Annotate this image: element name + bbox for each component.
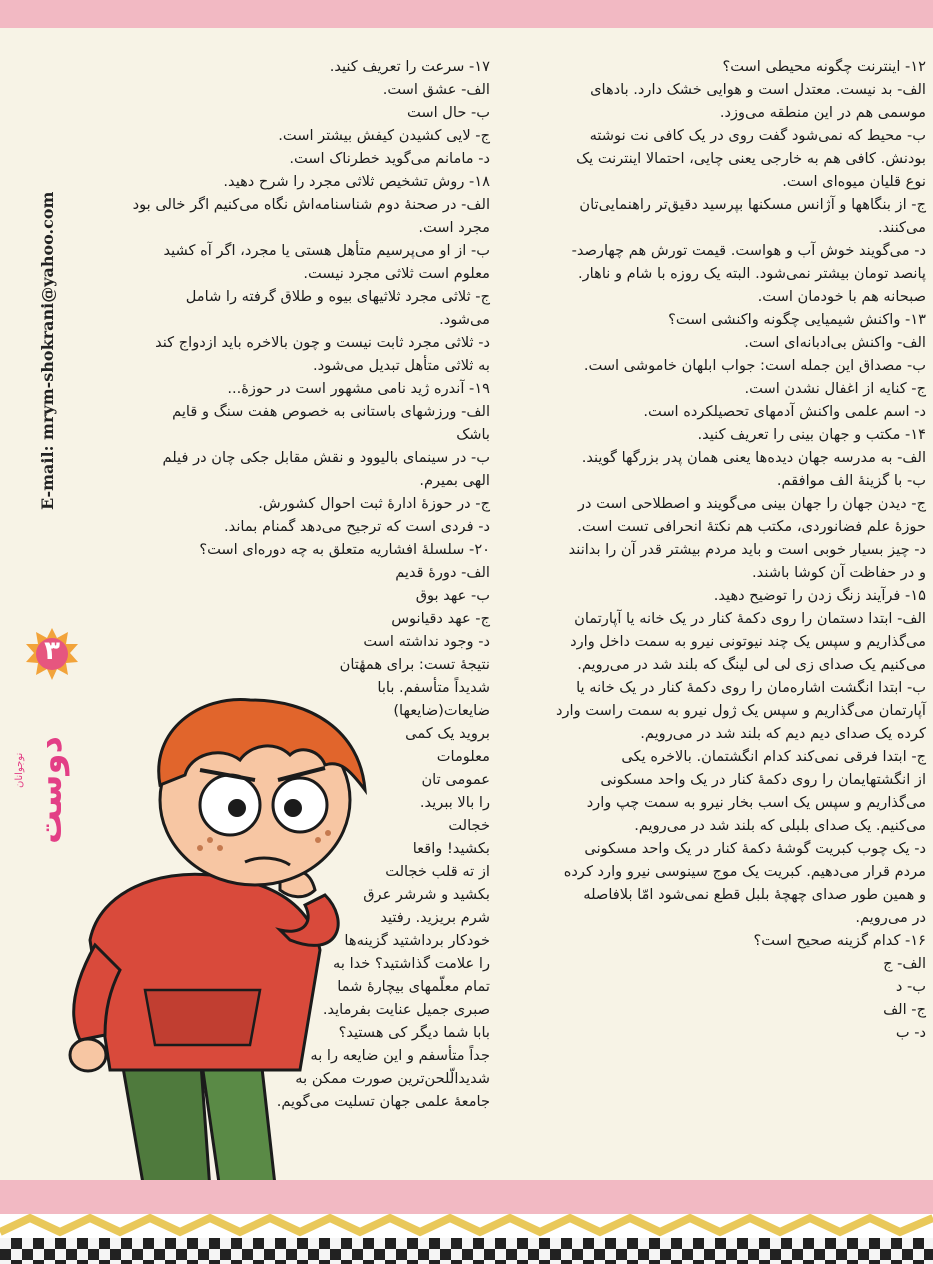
left-column-line: ۲۰- سلسلهٔ افشاریه متعلق به چه دوره‌ای است؟ [199, 541, 490, 558]
left-column-line: ب- عهد بوق [415, 587, 490, 604]
right-column-line: بودنش. کافی هم به خارجی یعنی چایی، احتمالا اینترنت یک [576, 150, 926, 167]
right-column-line: الف- ابتدا دستمان را روی دکمهٔ کنار در یک خانه یا آپارتمان [574, 610, 926, 627]
bottom-pink-band [0, 1180, 933, 1214]
left-column-line: د- ثلاثی مجرد ثابت نیست و چون بالاخره باید ازدواج کند [155, 334, 490, 351]
right-column-line: مردم قرار می‌دهیم. کبریت یک موج سینوسی نیرو وارد کرده [563, 863, 926, 880]
right-column-line: نوع قلیان میوه‌ای است. [782, 173, 926, 190]
left-column-line: بکشید و شرشر عرق [363, 886, 490, 903]
left-column-line: د- مامانم می‌گوید خطرناک است. [289, 150, 490, 167]
right-column-line: ج- از بنگاهها و آژانس مسکنها بپرسید دقیق‌تر راهنمایی‌تان [579, 196, 926, 213]
right-column-line: ۱۵- فرآیند زنگ زدن را توضیح دهید. [713, 587, 926, 604]
left-column-line: به ثلاثی متأهل تبدیل می‌شود. [313, 357, 490, 374]
right-column-line: ج- کنایه از اغفال نشدن است. [744, 380, 926, 397]
right-column-line: د- می‌گویند خوش آب و هواست. قیمت تورش هم چهارصد- [571, 242, 926, 259]
left-column-line: تمام معلّمهای بیچارهٔ شما [337, 978, 490, 995]
page-number: ۳ [44, 636, 60, 666]
left-column-line: ۱۹- آندره ژید نامی مشهور است در حوزهٔ... [227, 380, 490, 397]
left-column-line: ب- از او می‌پرسیم متأهل هستی یا مجرد، اگر آه کشید [163, 242, 490, 259]
left-column-line: شرم بریزید. رفتید [380, 909, 490, 926]
right-column-line: ۱۶- کدام گزینه صحیح است؟ [753, 932, 926, 949]
right-column-line: می‌کنیم یک صدای زی لی لی لینگ که بلند شد در می‌رویم. [577, 656, 926, 673]
left-column-line: ب- حال است [407, 104, 490, 121]
left-column-line: ج- عهد دقیانوس [391, 610, 490, 627]
left-column-line: معلومات [436, 748, 490, 765]
right-column-line: الف- به مدرسه جهان دیده‌ها یعنی همان پدر بزرگها گویند. [581, 449, 926, 466]
right-column-line: د- یک چوب کبریت گوشهٔ دکمهٔ کنار در یک واحد مسکونی [584, 840, 926, 857]
left-column-line: مجرد است. [418, 219, 490, 236]
right-column-line: ب- محیط که نمی‌شود گفت روی در یک کافی نت نوشته [589, 127, 926, 144]
right-column-line: و همین طور صدای چهچهٔ بلبل قطع نمی‌شود امّا بلافاصله [583, 886, 926, 903]
right-column-line: در می‌رویم. [855, 909, 926, 926]
right-column-line: د- چیز بسیار خوبی است و باید مردم بیشتر قدر آن را بدانند [568, 541, 926, 558]
left-column-line: جامعهٔ علمی جهان تسلیت می‌گویم. [276, 1093, 490, 1110]
left-column-line: بابا شما دیگر کی هستید؟ [338, 1024, 490, 1041]
right-column-line: کرده یک صدای دیم دیم که بلند شد در می‌رویم. [640, 725, 926, 742]
left-column-line: ضایعات(ضایعها) [393, 702, 490, 719]
left-column-line: شدیداً متأسفم. بابا [377, 679, 490, 696]
left-column-line: خودکار برداشتید گزینه‌ها [344, 932, 490, 949]
left-column-line: خجالت [448, 817, 490, 834]
right-column-line: ج- ابتدا فرقی نمی‌کند کدام انگشتمان. بالاخره یکی [621, 748, 926, 765]
left-column-line: می‌شود. [439, 311, 490, 328]
left-column-line: شدیدالّلحن‌ترین صورت ممکن به [295, 1070, 490, 1087]
right-column-line: می‌کنند. [877, 219, 926, 236]
right-column-line: ب- مصداق این جمله است: جواب ابلهان خاموشی است. [583, 357, 926, 374]
email-address: E-mail: mrym-shokrani@yahoo.com [38, 191, 57, 511]
right-column-line: می‌کنیم. یک صدای بلبلی که بلند شد در می‌رویم. [634, 817, 926, 834]
bottom-zigzag-icon [0, 1212, 933, 1244]
left-column-line: ۱۷- سرعت را تعریف کنید. [329, 58, 490, 75]
right-column-line: ۱۳- واکنش شیمیایی چگونه واکنشی است؟ [668, 311, 926, 328]
left-column-line: ج- در حوزهٔ ادارهٔ ثبت احوال کشورش. [258, 495, 490, 512]
left-column-line: بروید یک کمی [405, 725, 490, 742]
right-column-line: ب- د [895, 978, 926, 995]
right-column-line: الف- بد نیست. معتدل است و هوایی خشک دارد. بادهای [590, 81, 926, 98]
right-column-line: ج- الف [883, 1001, 926, 1018]
right-column-line: حوزهٔ علم فضانوردی، مکتب هم نکتهٔ انحرافی تست است. [577, 518, 926, 535]
brand-subtitle: نوجوانان [14, 752, 25, 788]
right-column-line: د- اسم علمی واکنش آدمهای تحصیلکرده است. [643, 403, 926, 420]
right-column [502, 55, 926, 1044]
left-column-line: الهی بمیرم. [419, 472, 490, 489]
right-column-line: د- ب [895, 1024, 926, 1041]
left-column-line: ج- لایی کشیدن کیفش بیشتر است. [278, 127, 490, 144]
right-column-line: و در حفاظت آن کوشا باشند. [752, 564, 926, 581]
left-column-line: بکشید! واقعا [412, 840, 490, 857]
left-column-line: ۱۸- روش تشخیص ثلاثی مجرد را شرح دهید. [223, 173, 490, 190]
right-column-line: پانصد تومان بیشتر نمی‌شود. البته یک روزه با شام و ناهار. [577, 265, 926, 282]
left-column-line: الف- عشق است. [382, 81, 490, 98]
left-column-line: نتیجهٔ تست: برای همهٔتان [339, 656, 490, 673]
right-column-line: می‌گذاریم و سپس یک اسب بخار نیرو به سمت چپ وارد [586, 794, 926, 811]
left-column-line: معلوم است ثلاثی مجرد نیست. [303, 265, 490, 282]
right-column-line: ۱۲- اینترنت چگونه محیطی است؟ [722, 58, 926, 75]
right-column-line: آپارتمان می‌گذاریم و سپس یک ژول نیرو به سمت راست وارد [556, 702, 926, 719]
right-column-line: ۱۴- مکتب و جهان بینی را تعریف کنید. [697, 426, 926, 443]
top-pink-band [0, 0, 933, 28]
left-column-line: عمومی تان [421, 771, 490, 788]
brand-logo: دوست [30, 736, 70, 845]
right-column-line: می‌گذاریم و سپس یک چند نیوتونی نیرو به سمت داخل وارد [570, 633, 926, 650]
left-column-line: جداً متأسفم و این ضایعه را به [310, 1047, 490, 1064]
right-column-line: صبحانه هم با خودمان است. [757, 288, 926, 305]
right-column-line: الف- واکنش بی‌ادبانه‌ای است. [744, 334, 926, 351]
left-column-line: د- فردی است که ترجیح می‌دهد گمنام بماند. [224, 518, 490, 535]
left-column-line: الف- ورزشهای باستانی به خصوص هفت سنگ و قایم [172, 403, 490, 420]
left-column-line: را علامت گذاشتید؟ خدا به [333, 955, 490, 972]
left-column-line: الف- در صحنهٔ دوم شناسنامه‌اش نگاه می‌کنیم اگر خالی بود [132, 196, 490, 213]
left-column-line: الف- دورهٔ قدیم [395, 564, 490, 581]
right-column-line: ج- دیدن جهان را جهان بینی می‌گویند و اصطلاحی است در [577, 495, 926, 512]
right-column-line: ب- با گزینهٔ الف موافقم. [776, 472, 926, 489]
right-column-line: ب- ابتدا انگشت اشاره‌مان را روی دکمهٔ کنار در یک خانه یا [576, 679, 926, 696]
left-column-line: از ته قلب خجالت [385, 863, 490, 880]
left-column-line: ج- ثلاثی مجرد ثلاثیهای بیوه و طلاق گرفته را شامل [185, 288, 490, 305]
right-column-line: الف- ج [883, 955, 926, 972]
left-column-line: باشک [456, 426, 490, 443]
left-column-line: صبری جمیل عنایت بفرماید. [322, 1001, 490, 1018]
right-column-line: موسمی هم در این منطقه می‌وزد. [719, 104, 926, 121]
left-column-line: د- وجود نداشته است [363, 633, 490, 650]
right-column-line: از انگشتهایمان را روی دکمهٔ کنار در یک واحد مسکونی [600, 771, 926, 788]
cartoon-boy-illustration [50, 690, 390, 1230]
left-column-line: ب- در سینمای بالیوود و نقش مقابل جکی چان در فیلم [162, 449, 490, 466]
left-column-line: را بالا ببرید. [419, 794, 490, 811]
